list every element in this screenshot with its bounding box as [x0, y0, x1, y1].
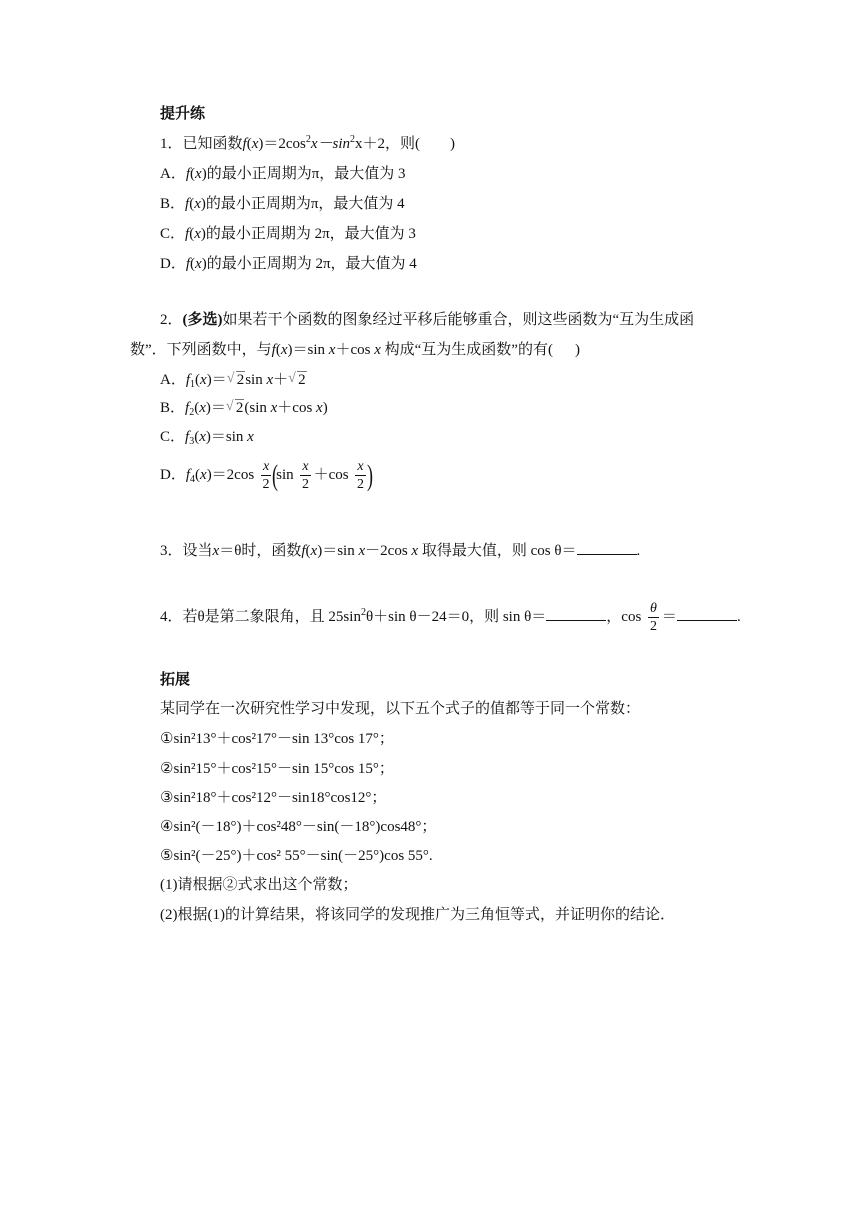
- extension-formula-4: ④sin²(－18°)＋cos²48°－sin(－18°)cos48°；: [160, 819, 437, 835]
- extension-part-1: (1)请根据②式求出这个常数；: [160, 877, 358, 893]
- q2-option-c: C．$f_3(x)=\sin$ x: [160, 429, 254, 447]
- extension-formula-3: ③sin²18°＋cos²12°－sin18°cos12°；: [160, 790, 387, 806]
- q2-stem-line1: 2．(多选)如果若干个函数的图象经过平移后能够重合，则这些函数为“互为生成函: [160, 312, 695, 328]
- q4-stem: 4．若θ是第二象限角，且 $25\sin^2\theta+\sin$ θ－24＝0，则 sin θ＝ ，cos $\frac{\theta}{2}$ ＝ .: [160, 601, 741, 635]
- fraction-theta-over-2: $\frac{\theta}{2}$: [649, 601, 657, 635]
- extension-formula-5: ⑤sin²(－25°)＋cos² 55°－sin(－25°)cos 55°.: [160, 848, 433, 864]
- extension-formula-2: ②sin²15°＋cos²15°－sin 15°cos 15°；: [160, 761, 394, 777]
- q2-option-b: B．$f_2(x)=√$ 2(sin x＋cos x): [160, 398, 328, 418]
- q2-option-a: A．$f_1(x)=√$ 2sin x＋√ 2: [160, 370, 307, 390]
- q2-stem-line2: 数”．下列函数中，与f(x)＝sin x＋cos x 构成“互为生成函数”的有( ): [130, 342, 580, 358]
- fraction-x-over-2: $\frac{x}{2}$: [262, 459, 270, 493]
- q1-option-b: B．f(x)的最小正周期为π，最大值为 4: [160, 196, 405, 212]
- q3-stem: 3．设当x＝θ时，函数f(x)＝sin x－2cos x 取得最大值，则 cos θ＝ .: [160, 540, 640, 561]
- section-title-practice: 提升练: [160, 106, 206, 122]
- section-title-extension: 拓展: [160, 672, 191, 688]
- extension-intro: 某同学在一次研究性学习中发现，以下五个式子的值都等于同一个常数：: [160, 701, 641, 717]
- fraction-x-over-2: $\frac{x}{2}$: [357, 459, 364, 493]
- q1-option-c: C．f(x)的最小正周期为 2π，最大值为 3: [160, 226, 416, 242]
- answer-blank[interactable]: [577, 540, 637, 555]
- fraction-x-over-2: $\frac{x}{2}$: [302, 459, 310, 493]
- extension-formula-1: ①sin²13°＋cos²17°－sin 13°cos 17°；: [160, 731, 394, 747]
- answer-blank[interactable]: [677, 606, 737, 621]
- answer-blank[interactable]: [546, 606, 606, 621]
- q2-option-d: D．$f_4(x)=2\cos$ $\frac{x}{2}$ (sin $\frac{x}{2}$ ＋cos $\frac{x}{2}$ ): [160, 458, 373, 493]
- extension-part-2: (2)根据(1)的计算结果，将该同学的发现推广为三角恒等式，并证明你的结论．: [160, 907, 675, 923]
- q1-stem: 1．已知函数$f(x)=2\cos^2x-\sin^2x+2$，则( ): [160, 134, 456, 152]
- q1-option-a: A．f(x)的最小正周期为π，最大值为 3: [160, 166, 406, 182]
- q1-option-d: D．f(x)的最小正周期为 2π，最大值为 4: [160, 256, 417, 272]
